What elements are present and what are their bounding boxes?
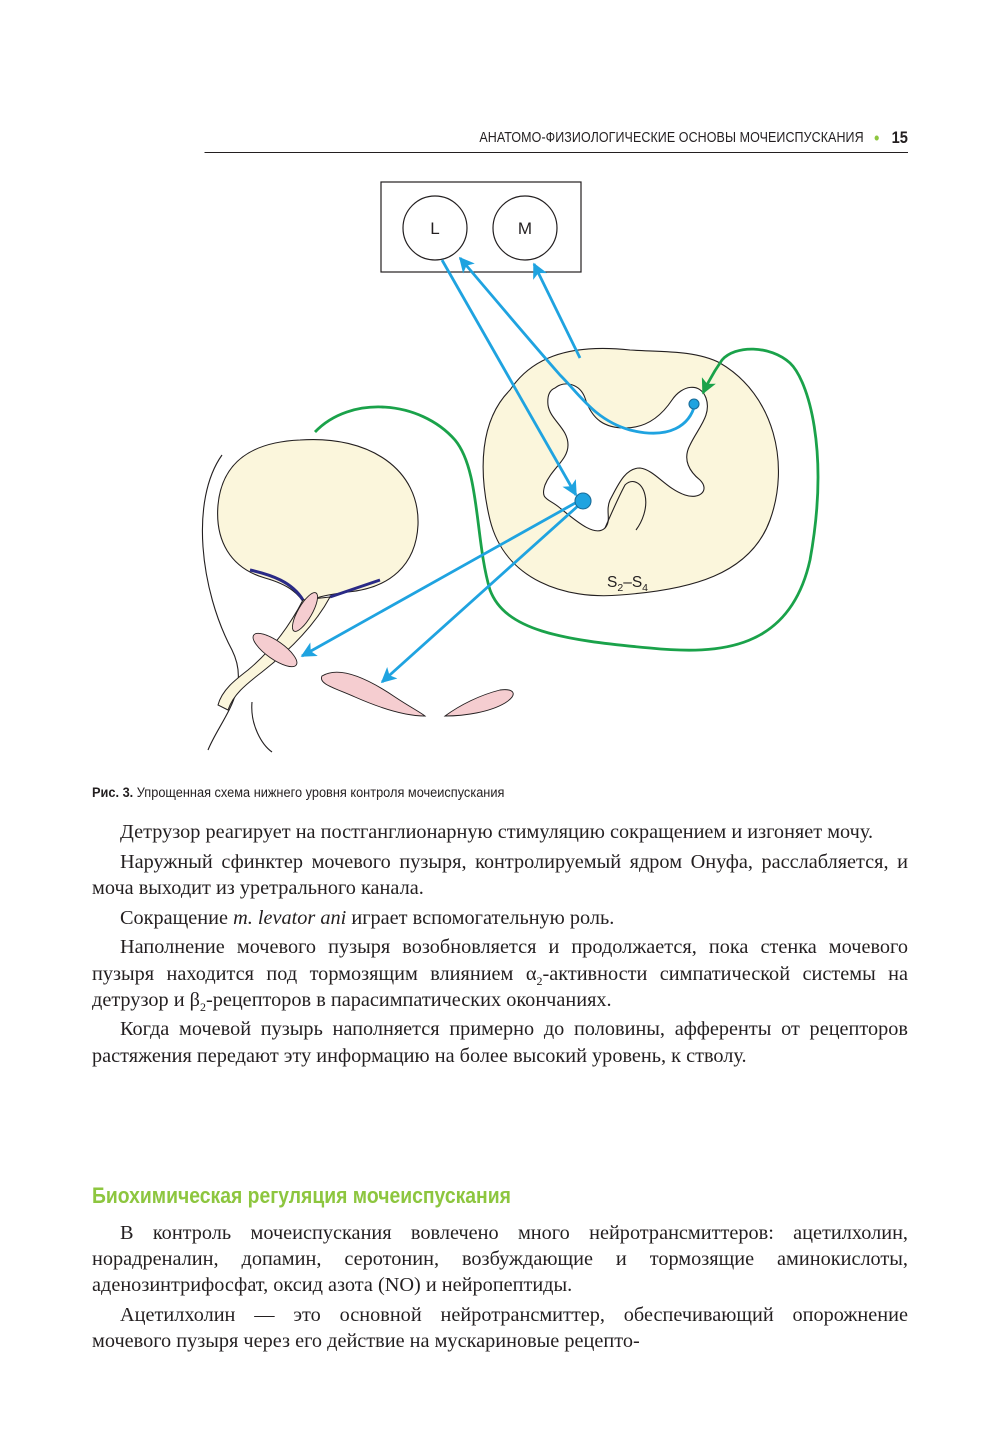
paragraph: Сокращение m. levator ani играет вспомогательную роль. (120, 906, 615, 929)
caption-text: Упрощенная схема нижнего уровня контроля мочеиспускания (133, 785, 505, 801)
pathway-to-M (534, 264, 580, 358)
paragraph: Наполнение мочевого пузыря возобновляется и продолжается, пока стенка мочевого пузыря находится под тормозящим влиянием $\alpha_2$-активности симпатической системы на детрузор и $\beta_2$-рецепторов в парасимпатических окончаниях. (92, 936, 909, 1014)
header-bullet: • (874, 128, 880, 148)
pelvic-outline-curve (252, 702, 272, 752)
page-number: 15 (891, 128, 908, 147)
paragraph: Когда мочевой пузырь наполняется примерно до половины, афференты от рецепторов растяжения передают эту информацию на более высокий уровень, к стволу. (92, 1018, 908, 1067)
onuf-nucleus (575, 493, 591, 509)
running-title: АНАТОМО-ФИЗИОЛОГИЧЕСКИЕ ОСНОВЫ МОЧЕИСПУСКАНИЯ (479, 130, 864, 146)
paragraph: Наружный сфинктер мочевого пузыря, контролируемый ядром Онуфа, расслабляется, и моча выходит из уретрального канала. (92, 850, 908, 899)
dorsal-horn-neuron (689, 399, 699, 409)
segment-label: $S_2-S_4$ (607, 574, 648, 594)
latin-term: m. levator ani (233, 906, 347, 929)
spinal-cord-section (483, 348, 778, 595)
label-M: M (517, 219, 533, 238)
levator-ani-left (321, 672, 425, 716)
bladder-body (218, 440, 418, 605)
figure-diagram (0, 165, 1000, 775)
paragraph: Детрузор реагирует на постганглионарную стимуляцию сокращением и изгоняет мочу. (120, 821, 874, 843)
section-heading: Биохимическая регуляция мочеиспускания (92, 1183, 511, 1208)
levator-ani-right (445, 690, 513, 716)
caption-label: Рис. 3. (92, 785, 134, 801)
paragraph: В контроль мочеиспускания вовлечено много нейротрансмиттеров: ацетилхолин, норадреналин, допамин, серотонин, возбуждающие и тормозящие аминокислоты, аденозинтрифосфат, оксид азота (NO) и нейропептиды. (92, 1222, 908, 1297)
label-L: L (430, 219, 440, 238)
paragraph: Ацетилхолин — это основной нейротрансмиттер, обеспечивающий опорожнение мочевого пузыря через его действие на мускариновые рецепто- (92, 1304, 908, 1353)
section-text-block (92, 1220, 908, 1358)
running-header (205, 124, 908, 153)
body-text-block (92, 819, 908, 1072)
figure-caption (92, 785, 830, 801)
